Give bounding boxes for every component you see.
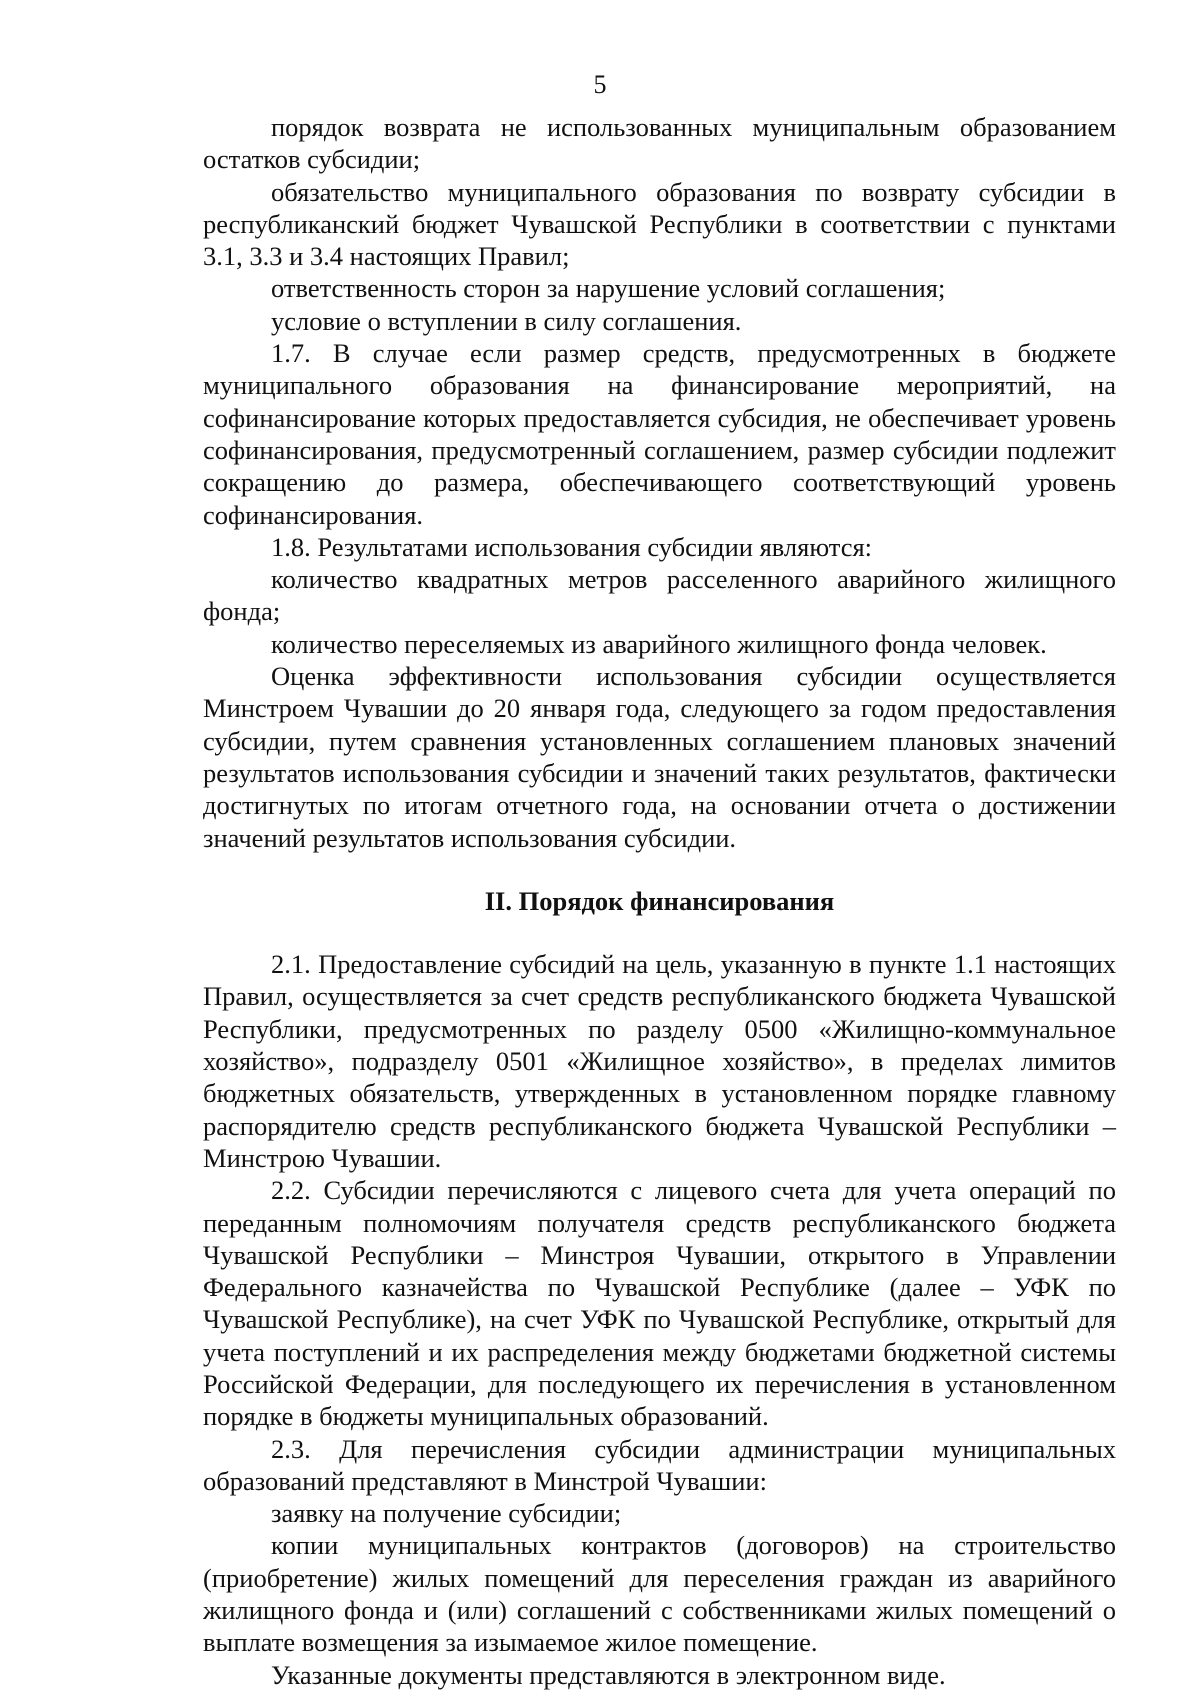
paragraph-2-3: 2.3. Для перечисления субсидии администрации муниципальных образований представляют в Минстрой Чувашии: xyxy=(203,1433,1116,1496)
paragraph-result-people: количество переселяемых из аварийного жилищного фонда человек. xyxy=(271,628,1047,659)
paragraph-entry-into-force: условие о вступлении в силу соглашения. xyxy=(271,305,742,336)
paragraph-return-order: порядок возврата не использованных муниципальным образованием остатков субсидии; xyxy=(203,112,1116,175)
paragraph-2-2: 2.2. Субсидии перечисляются с лицевого счета для учета операций по переданным полномочиям получателя средств республиканского бюджета Чувашской Республики – Минстроя Чувашии, открытого в Управлении Федерального казначейства по Чувашской Республике (далее – УФК по Чувашской Республике), на счет УФК по Чувашской Республике, открытый для учета поступлений и их распределения между бюджетами бюджетной системы Российской Федерации, для последующего их перечисления в установленном порядке в бюджеты муниципальных образований. xyxy=(203,1175,1116,1432)
paragraph-1-8: 1.8. Результатами использования субсидии являются: xyxy=(271,531,873,562)
paragraph-electronic-form: Указанные документы представляются в электронном виде. xyxy=(271,1659,946,1690)
paragraph-2-1: 2.1. Предоставление субсидий на цель, указанную в пункте 1.1 настоящих Правил, осуществляется за счет средств республиканского бюджета Чувашской Республики, предусмотренных по разделу 0500 «Жилищно-коммунальное хозяйство», подразделу 0501 «Жилищное хозяйство», в пределах лимитов бюджетных обязательств, утвержденных в установленном порядке главному распорядителю средств республиканского бюджета Чувашской Республики – Минстрою Чувашии. xyxy=(203,949,1116,1173)
paragraph-efficiency-evaluation: Оценка эффективности использования субсидии осуществляется Минстроем Чувашии до 20 января года, следующего за годом предоставления субсидии, путем сравнения установленных соглашением плановых значений результатов использования субсидии и значений таких результатов, фактически достигнутых по итогам отчетного года, на основании отчета о достижении значений результатов использования субсидии. xyxy=(203,661,1116,853)
document-body xyxy=(203,111,1116,1691)
paragraph-result-square-meters: количество квадратных метров расселенного аварийного жилищного фонда; xyxy=(203,564,1116,627)
paragraph-responsibility: ответственность сторон за нарушение условий соглашения; xyxy=(271,273,946,304)
page-number: 5 xyxy=(593,70,607,99)
section-title: II. Порядок финансирования xyxy=(484,885,835,916)
paragraph-contract-copies: копии муниципальных контрактов (договоров) на строительство (приобретение) жилых помещений для переселения граждан из аварийного жилищного фонда и (или) соглашений с собственниками жилых помещений о выплате возмещения за изымаемое жилое помещение. xyxy=(203,1530,1116,1658)
paragraph-application: заявку на получение субсидии; xyxy=(271,1498,622,1529)
paragraph-return-obligation: обязательство муниципального образования по возврату субсидии в республиканский бюджет Чувашской Республики в соответствии с пунктами 3.1, 3.3 и 3.4 настоящих Правил; xyxy=(203,176,1116,272)
paragraph-1-7: 1.7. В случае если размер средств, предусмотренных в бюджете муниципального образования на финансирование мероприятий, на софинансирование которых предоставляется субсидия, не обеспечивает уровень софинансирования, предусмотренный соглашением, размер субсидии подлежит сокращению до размера, обеспечивающего соответствующий уровень софинансирования. xyxy=(203,338,1116,530)
